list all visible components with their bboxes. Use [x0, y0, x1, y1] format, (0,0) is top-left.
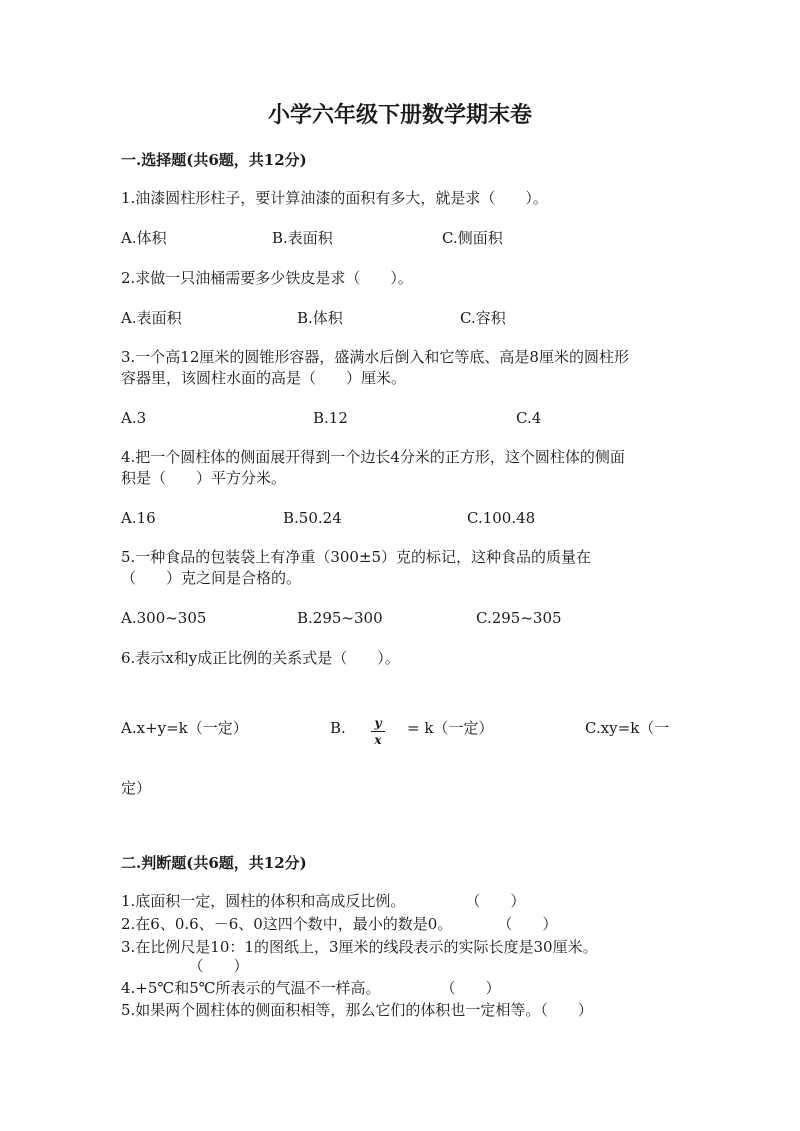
page-title: 小学六年级下册数学期末卷	[267, 102, 532, 128]
q1-option-c: C.侧面积	[442, 229, 503, 247]
q1-option-a: A.体积	[121, 229, 167, 247]
judge-item-4: 4.+5℃和5℃所表示的气温不一样高。 （ ）	[121, 979, 501, 997]
question-3-line-2: 容器里，该圆柱水面的高是（ ）厘米。	[121, 369, 407, 387]
q2-option-a: A.表面积	[121, 309, 182, 327]
question-3-line-1: 3.一个高12厘米的圆锥形容器，盛满水后倒入和它等底、高是8厘米的圆柱形	[121, 348, 629, 366]
question-4-line-2: 积是（ ）平方分米。	[121, 469, 287, 487]
question-5-line-1: 5.一种食品的包装袋上有净重（300±5）克的标记，这种食品的质量在	[121, 548, 592, 566]
q6-fraction	[371, 716, 385, 747]
q5-option-b: B.295~300	[297, 609, 383, 627]
fraction-bar	[371, 731, 385, 732]
section2-heading: 二.判断题(共6题，共12分)	[121, 854, 307, 872]
judge-item-3-bracket: （ ）	[121, 957, 249, 975]
q5-option-c: C.295~305	[476, 609, 562, 627]
q5-option-a: A.300~305	[121, 609, 207, 627]
judge-item-1: 1.底面积一定，圆柱的体积和高成反比例。 （ ）	[121, 892, 526, 910]
section1-heading: 一.选择题(共6题，共12分)	[121, 151, 307, 169]
question-1: 1.油漆圆柱形柱子，要计算油漆的面积有多大，就是求（ ）。	[121, 189, 548, 207]
q6-option-a: A.x+y=k（一定）	[121, 719, 248, 737]
q4-option-a: A.16	[121, 509, 156, 527]
q2-option-c: C.容积	[460, 309, 506, 327]
question-6: 6.表示x和y成正比例的关系式是（ ）。	[121, 649, 400, 667]
q4-option-b: B.50.24	[283, 509, 342, 527]
fraction-numerator: y	[374, 716, 382, 730]
q4-option-c: C.100.48	[467, 509, 536, 527]
question-2: 2.求做一只油桶需要多少铁皮是求（ ）。	[121, 269, 413, 287]
q6-option-b-text: = k（一定）	[407, 719, 494, 737]
q2-option-b: B.体积	[297, 309, 343, 327]
q6-option-c-continued: 定）	[121, 779, 152, 797]
q6-option-b-label: B.	[330, 719, 346, 737]
judge-item-5: 5.如果两个圆柱体的侧面积相等，那么它们的体积也一定相等。（ ）	[121, 1001, 593, 1019]
judge-item-2: 2.在6、0.6、－6、0这四个数中，最小的数是0。 （ ）	[121, 915, 558, 933]
q6-option-c: C.xy=k（一	[585, 719, 670, 737]
q3-option-a: A.3	[121, 409, 147, 427]
q1-option-b: B.表面积	[272, 229, 333, 247]
question-4-line-1: 4.把一个圆柱体的侧面展开得到一个边长4分米的正方形，这个圆柱体的侧面	[121, 448, 625, 466]
question-5-line-2: （ ）克之间是合格的。	[121, 569, 302, 587]
judge-item-3: 3.在比例尺是10：1的图纸上，3厘米的线段表示的实际长度是30厘米。	[121, 938, 598, 956]
fraction-denominator: x	[374, 733, 382, 747]
q3-option-b: B.12	[313, 409, 348, 427]
q3-option-c: C.4	[516, 409, 542, 427]
